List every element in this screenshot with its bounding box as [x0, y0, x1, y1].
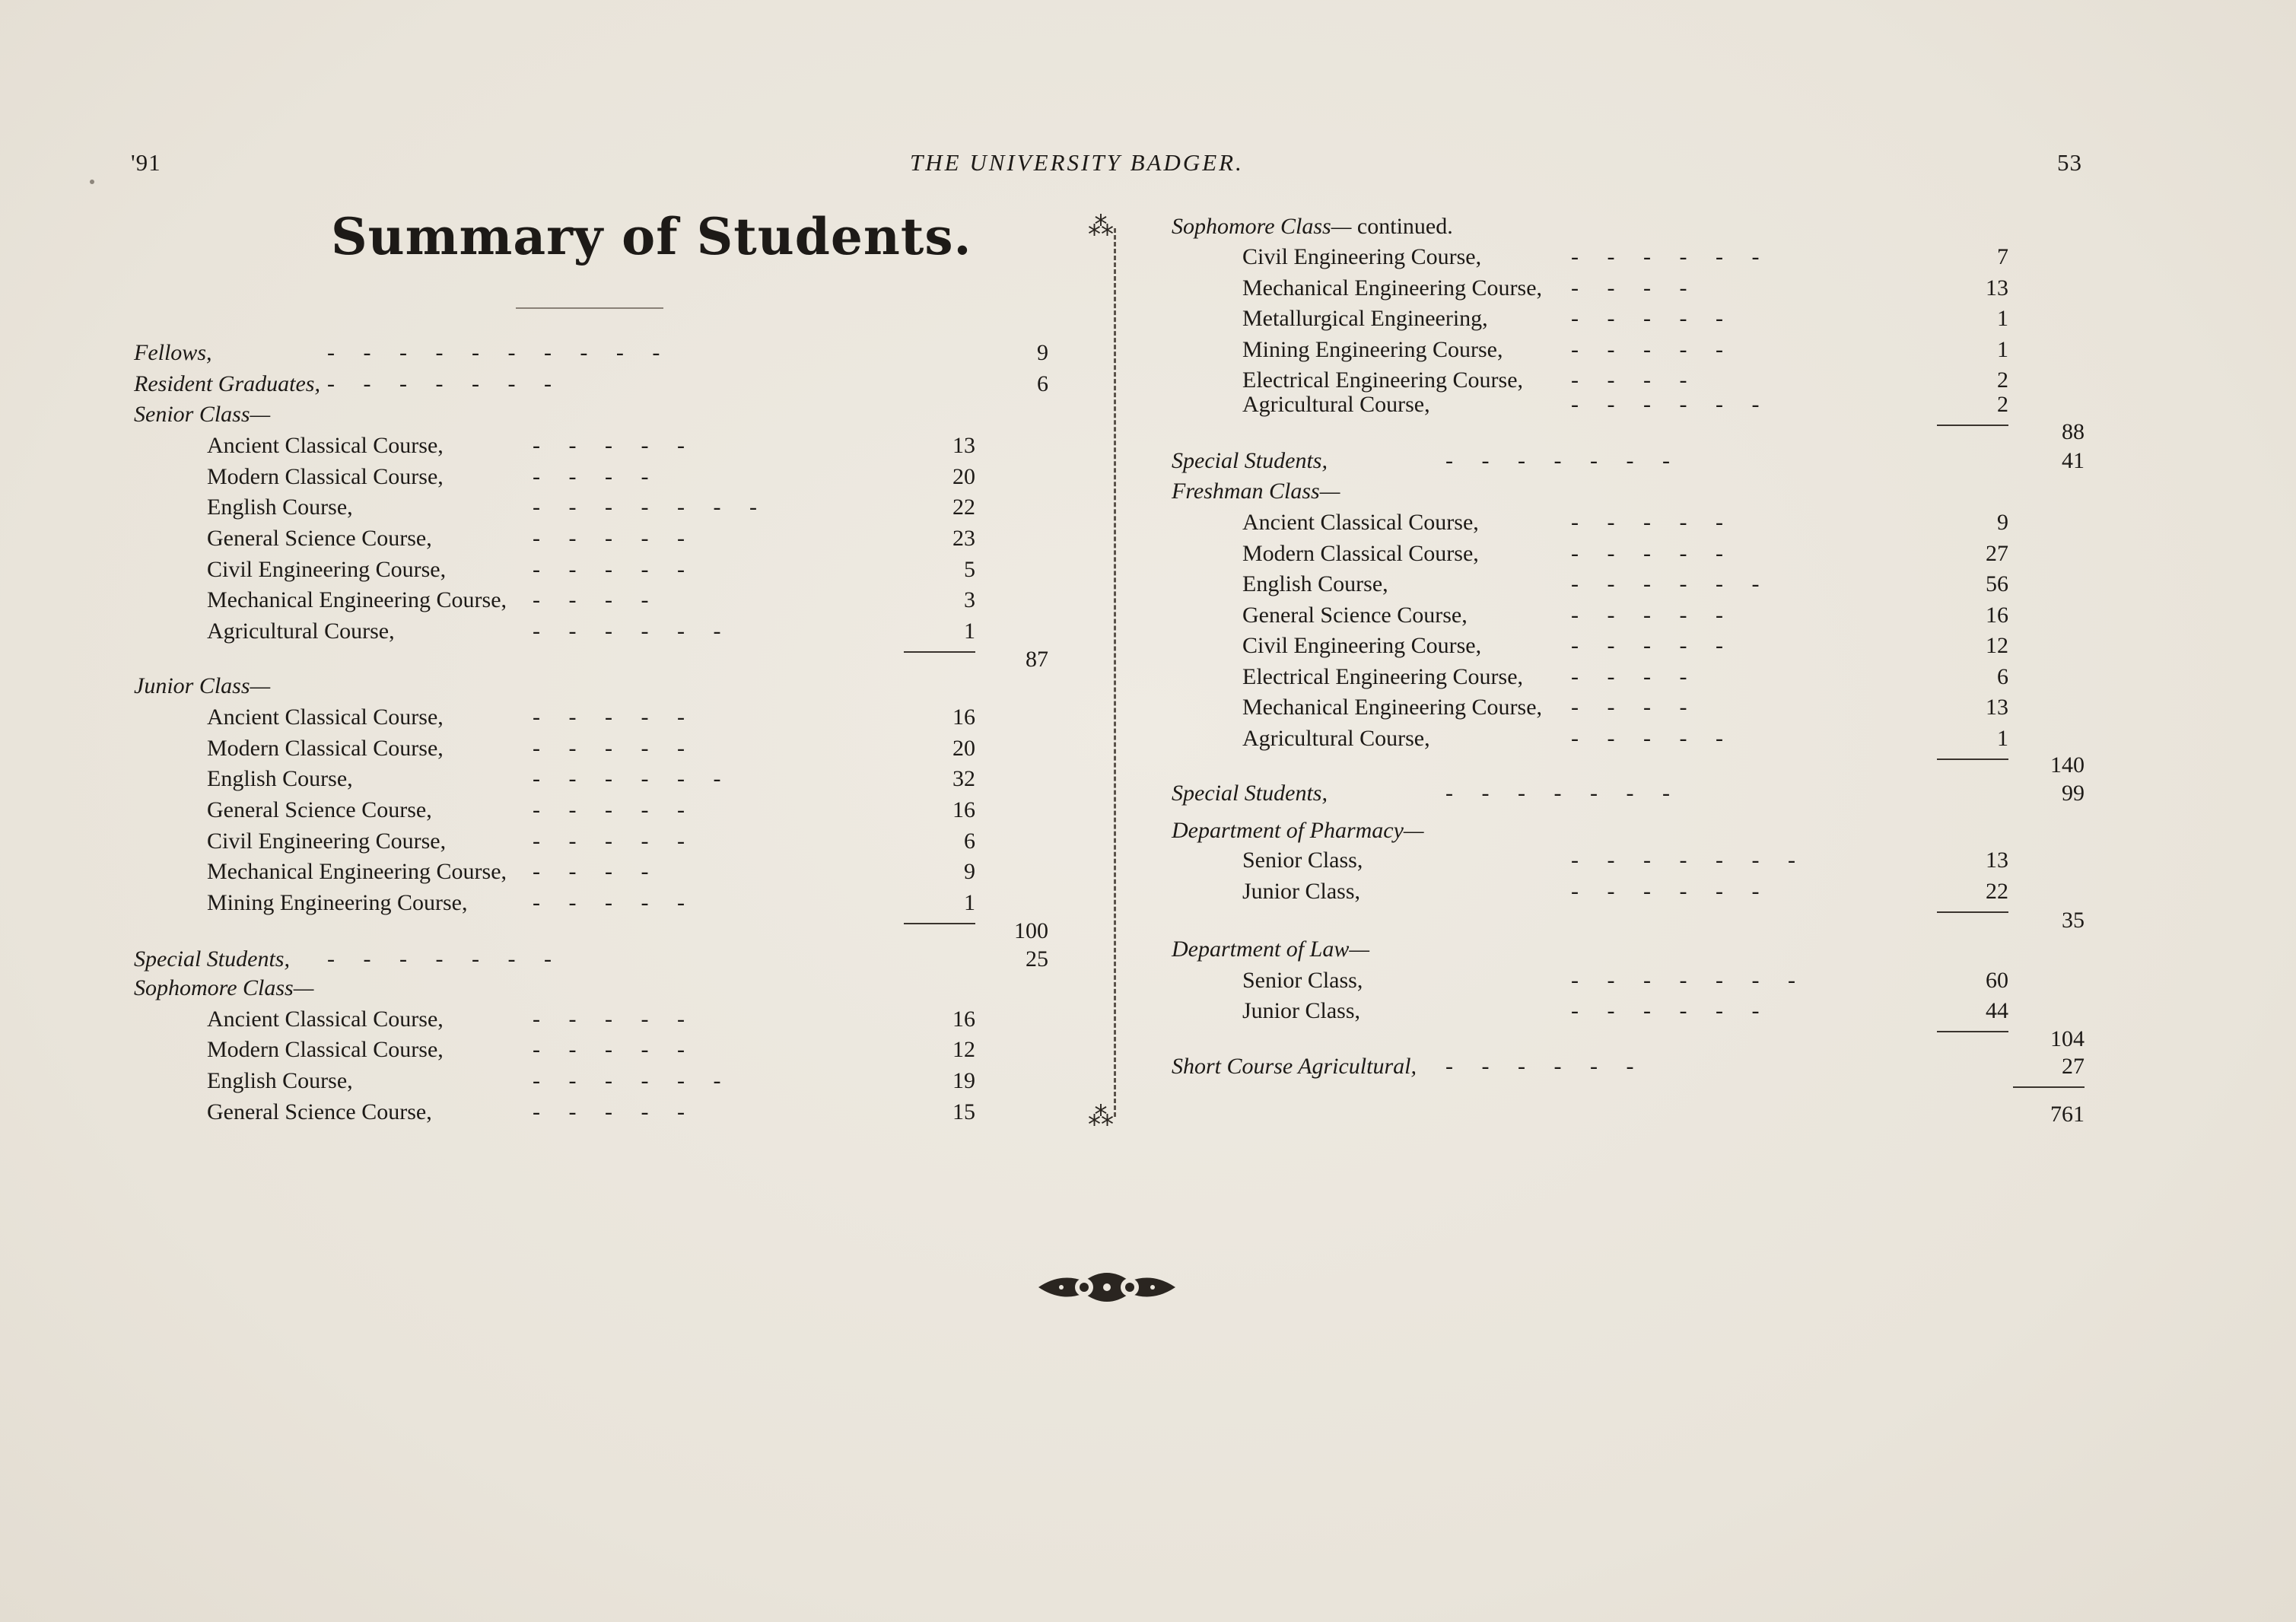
subtotal-rule	[904, 923, 975, 924]
leader-dashes: - - - -	[1571, 275, 1687, 301]
leader-dashes: - - - - - -	[1445, 1054, 1634, 1079]
page-title: Summary of Students.	[331, 207, 972, 266]
class-total: 99	[2062, 781, 2085, 806]
leader-dashes: - - - - - -	[1571, 244, 1760, 269]
entry-label-text: General Science Course,	[207, 797, 432, 822]
column-divider	[1114, 228, 1116, 1117]
leader-dashes: - - - -	[1571, 664, 1687, 689]
entry-label-text: Resident Graduates,	[134, 371, 320, 396]
leader-dashes: - - - - -	[533, 1099, 685, 1124]
course-count: 1	[1997, 337, 2008, 362]
course-count: 1	[964, 619, 975, 644]
leader-dashes: - - - - - - - - - -	[327, 340, 660, 365]
entry-label-text: Civil Engineering Course,	[207, 557, 447, 582]
leader-dashes: - - - - -	[1571, 541, 1723, 566]
course-count: 2	[1997, 392, 2008, 417]
entry-label	[207, 828, 446, 855]
course-count: 12	[952, 1037, 975, 1062]
leader-dashes: - - - - -	[533, 736, 685, 761]
entry-label-text: Senior Class,	[1242, 968, 1363, 993]
entry-label-text: Freshman Class—	[1172, 479, 1340, 504]
entry-label	[134, 946, 290, 973]
leader-dashes: - - - - -	[533, 557, 685, 582]
entry-label	[1242, 275, 1542, 302]
entry-label-text: English Course,	[1242, 571, 1388, 596]
entry-label	[207, 1006, 444, 1033]
course-count: 1	[1997, 726, 2008, 751]
entry-label	[207, 858, 507, 886]
leader-dashes: - - - - -	[533, 704, 685, 730]
entry-label-text: Mechanical Engineering Course,	[1242, 275, 1543, 301]
entry-label-text: English Course,	[207, 766, 353, 791]
leader-dashes: - - - - - -	[533, 766, 721, 791]
class-total: 104	[2050, 1026, 2085, 1051]
course-count: 16	[952, 1007, 975, 1032]
course-count: 16	[1986, 603, 2008, 628]
class-total: 100	[1014, 918, 1048, 943]
entry-label-text: Mining Engineering Course,	[207, 890, 468, 915]
entry-label-text: Modern Classical Course,	[207, 1037, 444, 1062]
entry-label	[1242, 540, 1479, 568]
grand-total-rule	[2013, 1086, 2085, 1088]
entry-label	[1242, 694, 1542, 721]
entry-label	[207, 1099, 432, 1126]
leader-dashes: - - - -	[533, 587, 649, 612]
entry-label	[207, 494, 353, 521]
entry-label	[134, 673, 270, 700]
entry-label	[1172, 780, 1328, 807]
entry-label-text: Modern Classical Course,	[207, 736, 444, 761]
entry-label	[1242, 663, 1523, 691]
entry-label-text: Mechanical Engineering Course,	[1242, 695, 1543, 720]
course-count: 13	[1986, 275, 2008, 301]
course-count: 9	[1997, 510, 2008, 535]
course-count: 27	[1986, 541, 2008, 566]
entry-label-text: Department of Pharmacy—	[1172, 818, 1424, 843]
class-total: 761	[2050, 1102, 2085, 1127]
entry-label-text: Ancient Classical Course,	[1242, 510, 1479, 535]
entry-label-text: Senior Class—	[134, 402, 271, 427]
leader-dashes: - - - -	[1571, 695, 1687, 720]
leader-dashes: - - - - -	[1571, 337, 1723, 362]
entry-label-text: General Science Course,	[207, 526, 432, 551]
course-count: 16	[952, 797, 975, 822]
class-total: 6	[1037, 371, 1048, 396]
course-count: 44	[1986, 998, 2008, 1023]
class-total: 87	[1026, 647, 1048, 672]
leader-dashes: - - - -	[533, 464, 649, 489]
entry-label	[1172, 447, 1328, 475]
course-count: 7	[1997, 244, 2008, 269]
entry-label	[1242, 847, 1363, 874]
entry-label	[207, 704, 444, 731]
entry-label-text: Junior Class—	[134, 673, 271, 698]
course-count: 20	[952, 736, 975, 761]
paper-speck	[90, 180, 94, 184]
course-count: 9	[964, 859, 975, 884]
entry-label	[207, 735, 444, 762]
entry-label	[1242, 632, 1481, 660]
entry-label-text: English Course,	[207, 495, 353, 520]
course-count: 23	[952, 526, 975, 551]
entry-label-text: Ancient Classical Course,	[207, 433, 444, 458]
course-count: 12	[1986, 633, 2008, 658]
entry-label-text: Agricultural Course,	[207, 619, 395, 644]
title-underline	[516, 307, 663, 309]
running-title: THE UNIVERSITY BADGER.	[910, 149, 1244, 176]
entry-label-text: Special Students,	[1172, 781, 1328, 806]
course-count: 16	[952, 704, 975, 730]
entry-label-text: Electrical Engineering Course,	[1242, 664, 1524, 689]
course-count: 60	[1986, 968, 2008, 993]
entry-label	[134, 401, 270, 428]
entry-label-text: Fellows,	[134, 340, 212, 365]
entry-label-text: Mechanical Engineering Course,	[207, 859, 507, 884]
entry-label-text: Modern Classical Course,	[1242, 541, 1479, 566]
entry-label	[207, 618, 395, 645]
leader-dashes: - - - - - -	[1571, 879, 1760, 904]
course-count: 1	[1997, 306, 2008, 331]
course-count: 2	[1997, 367, 2008, 393]
leader-dashes: - - - - - - -	[327, 371, 552, 396]
subtotal-rule	[1937, 425, 2008, 426]
entry-label	[1242, 305, 1488, 332]
entry-label-text: Civil Engineering Course,	[1242, 633, 1482, 658]
entry-label	[207, 556, 446, 584]
entry-label	[1172, 478, 1340, 505]
leader-dashes: - - - - -	[533, 1037, 685, 1062]
entry-label	[207, 525, 432, 552]
entry-label-text: Sophomore Class—	[134, 975, 314, 1000]
entry-label	[1242, 509, 1479, 536]
top-ornament-icon: ⁂	[1088, 213, 1114, 241]
class-total: 27	[2062, 1054, 2085, 1079]
entry-label-text: Electrical Engineering Course,	[1242, 367, 1524, 393]
header-year: '91	[131, 149, 161, 176]
entry-label-text: English Course,	[207, 1068, 353, 1093]
leader-dashes: - - - - - - -	[1571, 848, 1795, 873]
leader-dashes: - - - - -	[533, 433, 685, 458]
course-count: 20	[952, 464, 975, 489]
leader-dashes: - - - - -	[1571, 726, 1723, 751]
course-count: 13	[1986, 695, 2008, 720]
subtotal-rule	[1937, 911, 2008, 913]
entry-label	[1242, 725, 1430, 752]
leader-dashes: - - - - -	[533, 797, 685, 822]
entry-label	[1242, 367, 1523, 394]
course-count: 13	[952, 433, 975, 458]
leader-dashes: - - - - - - -	[1445, 781, 1670, 806]
leader-dashes: - - - - - -	[533, 1068, 721, 1093]
entry-label	[207, 797, 432, 824]
entry-label	[1242, 571, 1388, 598]
leader-dashes: - - - - -	[1571, 510, 1723, 535]
entry-label	[134, 371, 320, 398]
entry-label-text: Mining Engineering Course,	[1242, 337, 1503, 362]
entry-label-text: Ancient Classical Course,	[207, 1007, 444, 1032]
entry-label-text: Short Course Agricultural,	[1172, 1054, 1417, 1079]
entry-label	[1242, 878, 1360, 905]
leader-dashes: - - - - - -	[533, 619, 721, 644]
course-count: 32	[952, 766, 975, 791]
subtotal-rule	[1937, 759, 2008, 760]
entry-label	[1172, 213, 1453, 240]
entry-label	[207, 1036, 444, 1064]
class-total: 9	[1037, 340, 1048, 365]
fleuron-ornament-icon	[1031, 1257, 1183, 1318]
entry-label	[1242, 997, 1360, 1025]
entry-label-text: Junior Class,	[1242, 879, 1361, 904]
entry-label-text: Senior Class,	[1242, 848, 1363, 873]
course-count: 56	[1986, 571, 2008, 596]
course-count: 22	[1986, 879, 2008, 904]
entry-label	[1242, 391, 1430, 418]
leader-dashes: - - - - - -	[1571, 998, 1760, 1023]
entry-label	[1172, 1053, 1417, 1080]
class-total: 35	[2062, 908, 2085, 933]
entry-label	[1242, 967, 1363, 994]
entry-label-text: Special Students,	[134, 946, 290, 972]
entry-label	[207, 1067, 353, 1095]
leader-dashes: - - - - - -	[1571, 392, 1760, 417]
leader-dashes: - - - - -	[1571, 603, 1723, 628]
course-count: 13	[1986, 848, 2008, 873]
entry-label	[1172, 817, 1424, 844]
course-count: 22	[952, 495, 975, 520]
course-count: 15	[952, 1099, 975, 1124]
entry-label-text: Modern Classical Course,	[207, 464, 444, 489]
entry-label	[207, 889, 467, 917]
entry-label-text: Civil Engineering Course,	[1242, 244, 1482, 269]
leader-dashes: - - - - -	[1571, 633, 1723, 658]
leader-dashes: - - - - - - -	[1445, 448, 1670, 473]
leader-dashes: - - - - - - -	[327, 946, 552, 972]
leader-dashes: - - - -	[1571, 367, 1687, 393]
course-count: 5	[964, 557, 975, 582]
course-count: 3	[964, 587, 975, 612]
class-total: 88	[2062, 419, 2085, 444]
course-count: 6	[964, 828, 975, 854]
class-total: 140	[2050, 752, 2085, 778]
entry-label-text: Special Students,	[1172, 448, 1328, 473]
leader-dashes: - - - - - -	[1571, 571, 1760, 596]
entry-label-text: Department of Law—	[1172, 937, 1370, 962]
subtotal-rule	[904, 651, 975, 653]
leader-dashes: - - - - -	[533, 1007, 685, 1032]
leader-dashes: - - - - - - -	[1571, 968, 1795, 993]
continued-label: continued.	[1356, 214, 1453, 239]
entry-label	[207, 765, 353, 793]
leader-dashes: - - - - -	[1571, 306, 1723, 331]
entry-label-text: Junior Class,	[1242, 998, 1361, 1023]
subtotal-rule	[1937, 1031, 2008, 1032]
entry-label-text: Sophomore Class—	[1172, 214, 1352, 239]
entry-label-text: Metallurgical Engineering,	[1242, 306, 1488, 331]
entry-label-text: General Science Course,	[1242, 603, 1468, 628]
class-total: 41	[2062, 448, 2085, 473]
course-count: 6	[1997, 664, 2008, 689]
entry-label-text: General Science Course,	[207, 1099, 432, 1124]
leader-dashes: - - - - -	[533, 890, 685, 915]
course-count: 19	[952, 1068, 975, 1093]
leader-dashes: - - - - - - -	[533, 495, 757, 520]
entry-label-text: Civil Engineering Course,	[207, 828, 447, 854]
entry-label-text: Agricultural Course,	[1242, 392, 1430, 417]
class-total: 25	[1026, 946, 1048, 972]
entry-label	[207, 463, 444, 491]
entry-label	[1242, 243, 1481, 271]
entry-label	[134, 339, 212, 367]
leader-dashes: - - - - -	[533, 526, 685, 551]
entry-label-text: Agricultural Course,	[1242, 726, 1430, 751]
entry-label	[1172, 936, 1369, 963]
leader-dashes: - - - -	[533, 859, 649, 884]
bottom-ornament-icon: ⁂	[1088, 1103, 1114, 1131]
entry-label	[1242, 602, 1468, 629]
entry-label	[134, 975, 313, 1002]
entry-label	[207, 587, 507, 614]
entry-label-text: Mechanical Engineering Course,	[207, 587, 507, 612]
entry-label-text: Ancient Classical Course,	[207, 704, 444, 730]
entry-label	[207, 432, 444, 460]
page-number: 53	[2057, 149, 2082, 176]
leader-dashes: - - - - -	[533, 828, 685, 854]
entry-label	[1242, 336, 1503, 364]
course-count: 1	[964, 890, 975, 915]
